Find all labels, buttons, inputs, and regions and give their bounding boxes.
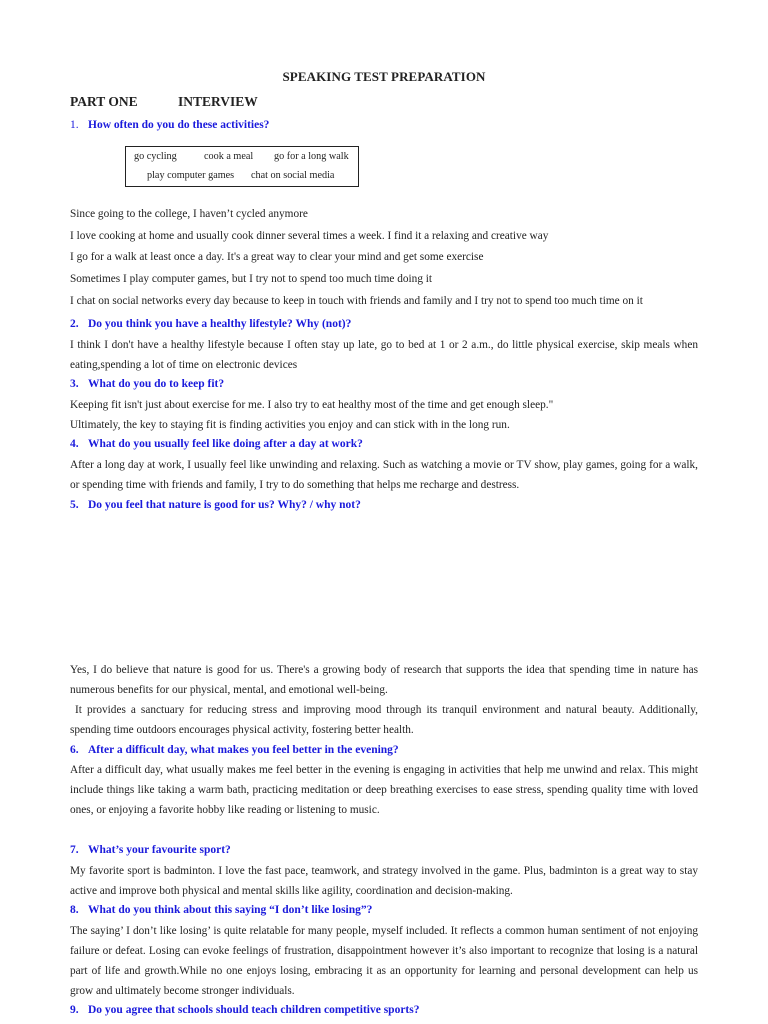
question-text: What do you do to keep fit? (88, 378, 225, 390)
question-text: What do you think about this saying “I don’t like losing”? (88, 904, 373, 916)
question-text: What’s your favourite sport? (88, 844, 231, 856)
part-label: PART ONE (70, 94, 138, 109)
question-7 (70, 844, 231, 856)
question-text: After a difficult day, what makes you feel better in the evening? (88, 744, 399, 756)
answer-line: Since going to the college, I haven’t cycled anymore (70, 208, 308, 220)
question-text: What do you usually feel like doing after a day at work? (88, 438, 363, 450)
answer-line: Sometimes I play computer games, but I try not to spend too much time doing it (70, 273, 433, 285)
answer-line: I love cooking at home and usually cook dinner several times a week. I find it a relaxing and creative way (70, 230, 549, 242)
activity-computer-games: play computer games (147, 170, 235, 181)
activities-box (125, 146, 359, 187)
question-9 (70, 1004, 419, 1016)
answer-paragraph: After a difficult day, what usually makes me feel better in the evening is engaging in activities that help me unwind and relax. This might include things like taking a warm bath, practicing meditation or deep breathing exercises to ease stress, spending quality time with loved ones, or enjoying a favorite hobby like reading or listening to music. (70, 764, 698, 816)
question-number: 5. (70, 499, 79, 511)
question-number: 2. (70, 318, 79, 330)
answer-paragraph: After a long day at work, I usually feel like unwinding and relaxing. Such as watching a movie or TV show, play games, going for a walk, or spending time with friends and family, I try to do something that helps me recharge and destress. (70, 459, 698, 491)
part-heading (70, 94, 258, 110)
question-text: How often do you do these activities? (88, 119, 270, 131)
question-5 (70, 499, 361, 511)
page-title: SPEAKING TEST PREPARATION (282, 69, 486, 84)
question-6 (70, 744, 399, 756)
question-8 (70, 904, 372, 916)
answer-line: I go for a walk at least once a day. It's a great way to clear your mind and get some exercise (70, 251, 484, 263)
question-number: 8. (70, 904, 79, 916)
answer-line: Keeping fit isn't just about exercise for me. I also try to eat healthy most of the time and get enough sleep." (70, 399, 554, 411)
answer-line: I chat on social networks every day because to keep in touch with friends and family and I try not to spend too much time on it (70, 295, 643, 307)
question-number: 9. (70, 1004, 79, 1016)
answer-paragraph: It provides a sanctuary for reducing stress and improving mood through its tranquil environment and natural beauty. Additionally, spending time outdoors encourages physical activity, fostering better health. (70, 704, 701, 736)
question-3 (70, 378, 224, 390)
activity-go-cycling: go cycling (134, 151, 177, 162)
answer-paragraph: Yes, I do believe that nature is good for us. There's a growing body of research that supports the idea that spending time in nature has numerous benefits for our physical, mental, and emotional well-being. (70, 664, 698, 696)
question-1 (70, 119, 269, 131)
question-number: 3. (70, 378, 79, 390)
answer-paragraph: I think I don't have a healthy lifestyle because I often stay up late, go to bed at 1 or 2 a.m., do little physical exercise, skip meals when eating,spending a lot of time on electronic devices (70, 339, 698, 371)
question-number: 6. (70, 744, 79, 756)
part-name: INTERVIEW (178, 94, 258, 109)
question-text: Do you think you have a healthy lifestyle? Why (not)? (88, 318, 352, 330)
answer-line: Ultimately, the key to staying fit is finding activities you enjoy and can stick with in the long run. (70, 419, 510, 431)
question-text: Do you agree that schools should teach children competitive sports? (88, 1004, 420, 1016)
question-4 (70, 438, 363, 450)
question-number: 1. (70, 119, 79, 131)
answer-paragraph: My favorite sport is badminton. I love the fast pace, teamwork, and strategy involved in the game. Plus, badminton is a great way to stay active and improve both physical and mental skills like agility, coordination and decision-making. (70, 865, 698, 897)
question-text: Do you feel that nature is good for us? Why? / why not? (88, 499, 361, 511)
question-2 (70, 318, 351, 330)
activity-social-media: chat on social media (251, 170, 335, 181)
activity-cook-a-meal: cook a meal (204, 151, 254, 162)
question-number: 4. (70, 438, 79, 450)
answer-paragraph: The saying’ I don’t like losing’ is quite relatable for many people, myself included. It reflects a common human sentiment of not enjoying failure or defeat. Losing can evoke feelings of frustration, disappointment however it’s also important to recognize that losing is a natural part of life and growth.While no one enjoys losing, embracing it as an opportunity for learning and personal development can help us grow and ultimately become stronger individuals. (70, 925, 698, 997)
activity-long-walk: go for a long walk (274, 151, 349, 162)
question-number: 7. (70, 844, 79, 856)
